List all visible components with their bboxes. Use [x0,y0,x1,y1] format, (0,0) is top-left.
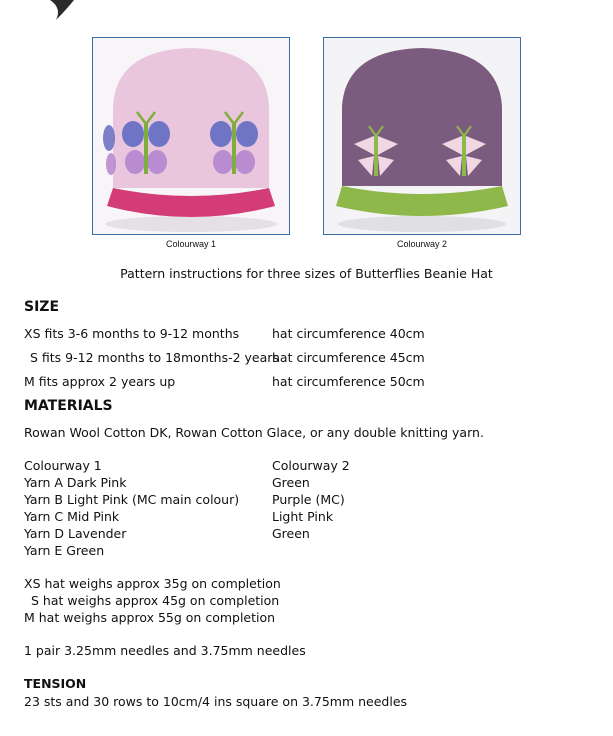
colourway2-yarn: Purple (MC) [272,492,345,507]
yarn-note: Rowan Wool Cotton DK, Rowan Cotton Glace, or any double knitting yarn. [24,425,484,440]
size-heading: SIZE [24,299,60,315]
size-fit-s: S fits 9-12 months to 18months-2 years [30,350,279,365]
materials-heading: MATERIALS [24,398,113,414]
weight-m: M hat weighs approx 55g on completion [24,610,276,625]
photo-caption: Colourway 2 [396,239,448,249]
weight-s: S hat weighs approx 45g on completion [31,593,280,608]
quill-corner-icon [48,0,78,22]
photo-caption: Colourway 1 [165,239,217,249]
colourway1-yarn: Yarn B Light Pink (MC main colour) [24,492,240,507]
tension-heading: TENSION [24,676,87,691]
size-circumference-xs: hat circumference 40cm [272,326,425,341]
colourway1-title: Colourway 1 [24,458,102,473]
size-fit-xs: XS fits 3-6 months to 9-12 months [24,326,240,341]
needles-text: 1 pair 3.25mm needles and 3.75mm needles [24,643,306,658]
colourway1-yarn: Yarn E Green [24,543,105,558]
colourway2-yarn: Green [272,475,310,490]
colourway2-title: Colourway 2 [272,458,350,473]
tension-text: 23 sts and 30 rows to 10cm/4 ins square on 3.75mm needles [24,694,408,709]
colourway2-yarn: Light Pink [272,509,334,524]
size-fit-m: M fits approx 2 years up [24,374,176,389]
size-circumference-s: hat circumference 45cm [272,350,425,365]
colourway1-yarn: Yarn A Dark Pink [24,475,127,490]
colourway1-yarn: Yarn C Mid Pink [24,509,120,524]
weight-xs: XS hat weighs approx 35g on completion [24,576,281,591]
hat-photo-colourway-1 [92,37,290,235]
hat-photo-colourway-2 [323,37,521,235]
colourway1-yarn: Yarn D Lavender [24,526,127,541]
colourway2-yarn: Green [272,526,310,541]
size-circumference-m: hat circumference 50cm [272,374,425,389]
intro-text: Pattern instructions for three sizes of Butterflies Beanie Hat [120,266,493,281]
